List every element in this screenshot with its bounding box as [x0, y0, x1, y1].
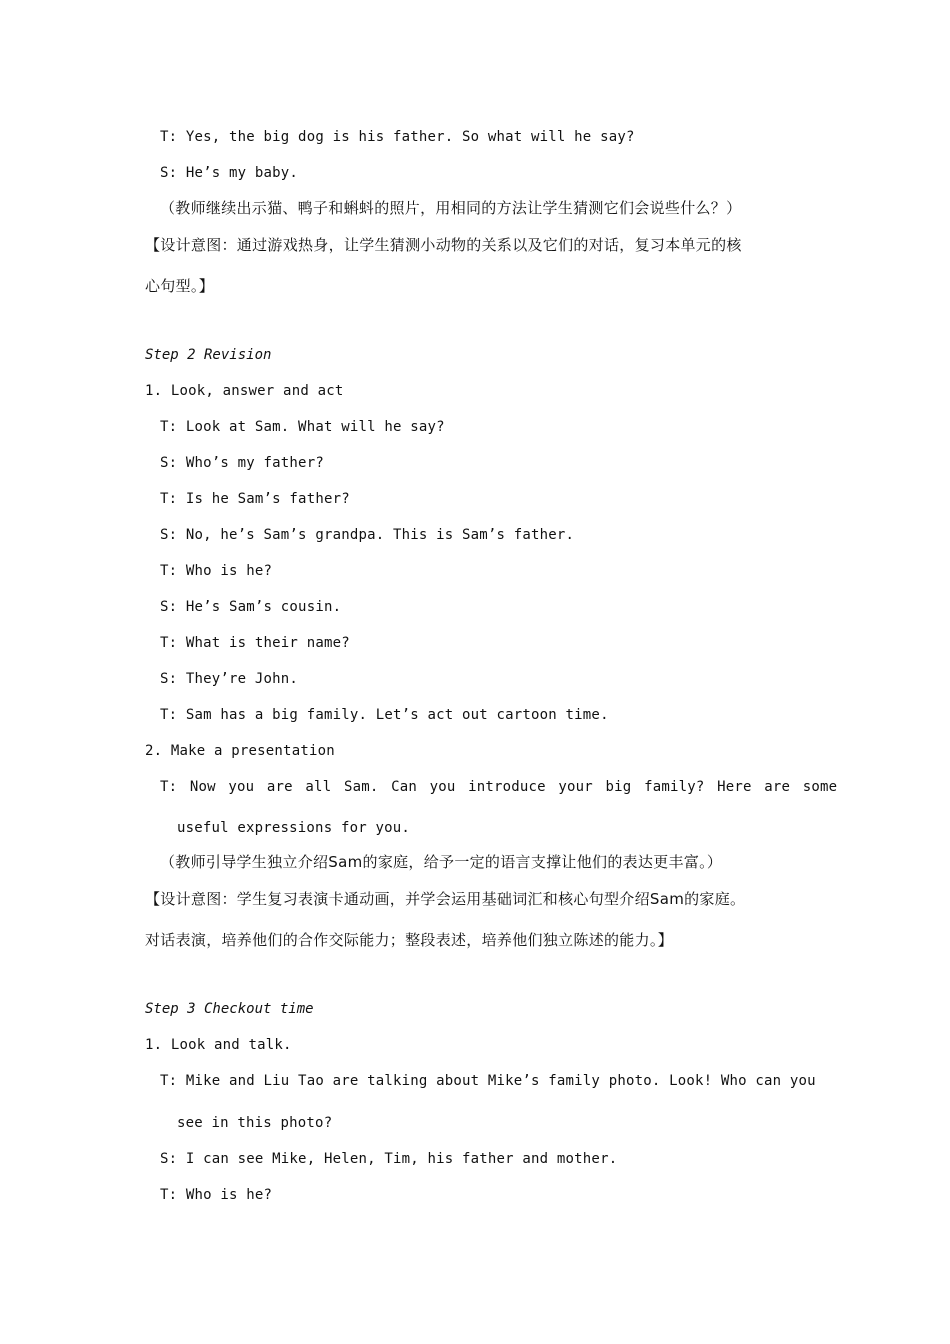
section-heading: Step 2 Revision — [145, 347, 272, 363]
dialogue-line: T: Mike and Liu Tao are talking about Mike’s family photo. Look! Who can you — [160, 1073, 816, 1089]
dialogue-line: T: Who is he? — [160, 563, 273, 579]
dialogue-line: T: Look at Sam. What will he say? — [160, 419, 445, 435]
dialogue-line: S: They’re John. — [160, 671, 299, 687]
design-intent-note: 【设计意图：学生复习表演卡通动画，并学会运用基础词汇和核心句型介绍Sam的家庭。 — [145, 890, 746, 908]
design-intent-note: 对话表演，培养他们的合作交际能力；整段表述，培养他们独立陈述的能力。】 — [145, 931, 674, 949]
activity-heading: 1. Look and talk. — [145, 1037, 292, 1053]
dialogue-line: S: He’s Sam’s cousin. — [160, 599, 342, 615]
dialogue-line: S: He’s my baby. — [160, 165, 299, 181]
dialogue-line: T: What is their name? — [160, 635, 350, 651]
activity-heading: 2. Make a presentation — [145, 743, 335, 759]
dialogue-line: T: Sam has a big family. Let’s act out cartoon time. — [160, 707, 609, 723]
design-intent-note: 心句型。】 — [145, 277, 215, 295]
dialogue-line: S: No, he’s Sam’s grandpa. This is Sam’s father. — [160, 527, 575, 543]
dialogue-line: S: I can see Mike, Helen, Tim, his father and mother. — [160, 1151, 618, 1167]
section-heading: Step 3 Checkout time — [145, 1001, 314, 1017]
dialogue-line: T: Is he Sam’s father? — [160, 491, 350, 507]
design-intent-note: 【设计意图：通过游戏热身，让学生猜测小动物的关系以及它们的对话，复习本单元的核 — [145, 236, 742, 254]
dialogue-line: S: Who’s my father? — [160, 455, 324, 471]
dialogue-line: T: Who is he? — [160, 1187, 273, 1203]
dialogue-line: T: Yes, the big dog is his father. So what will he say? — [160, 129, 635, 145]
dialogue-line-continued: see in this photo? — [177, 1115, 333, 1131]
teacher-note: （教师继续出示猫、鸭子和蝌蚪的照片，用相同的方法让学生猜测它们会说些什么？） — [160, 199, 742, 217]
activity-heading: 1. Look, answer and act — [145, 383, 344, 399]
dialogue-line: T: Now you are all Sam. Can you introduce your big family? Here are some — [160, 779, 838, 795]
dialogue-line-continued: useful expressions for you. — [177, 820, 410, 836]
teacher-note: （教师引导学生独立介绍Sam的家庭，给予一定的语言支撑让他们的表达更丰富。） — [160, 853, 723, 871]
